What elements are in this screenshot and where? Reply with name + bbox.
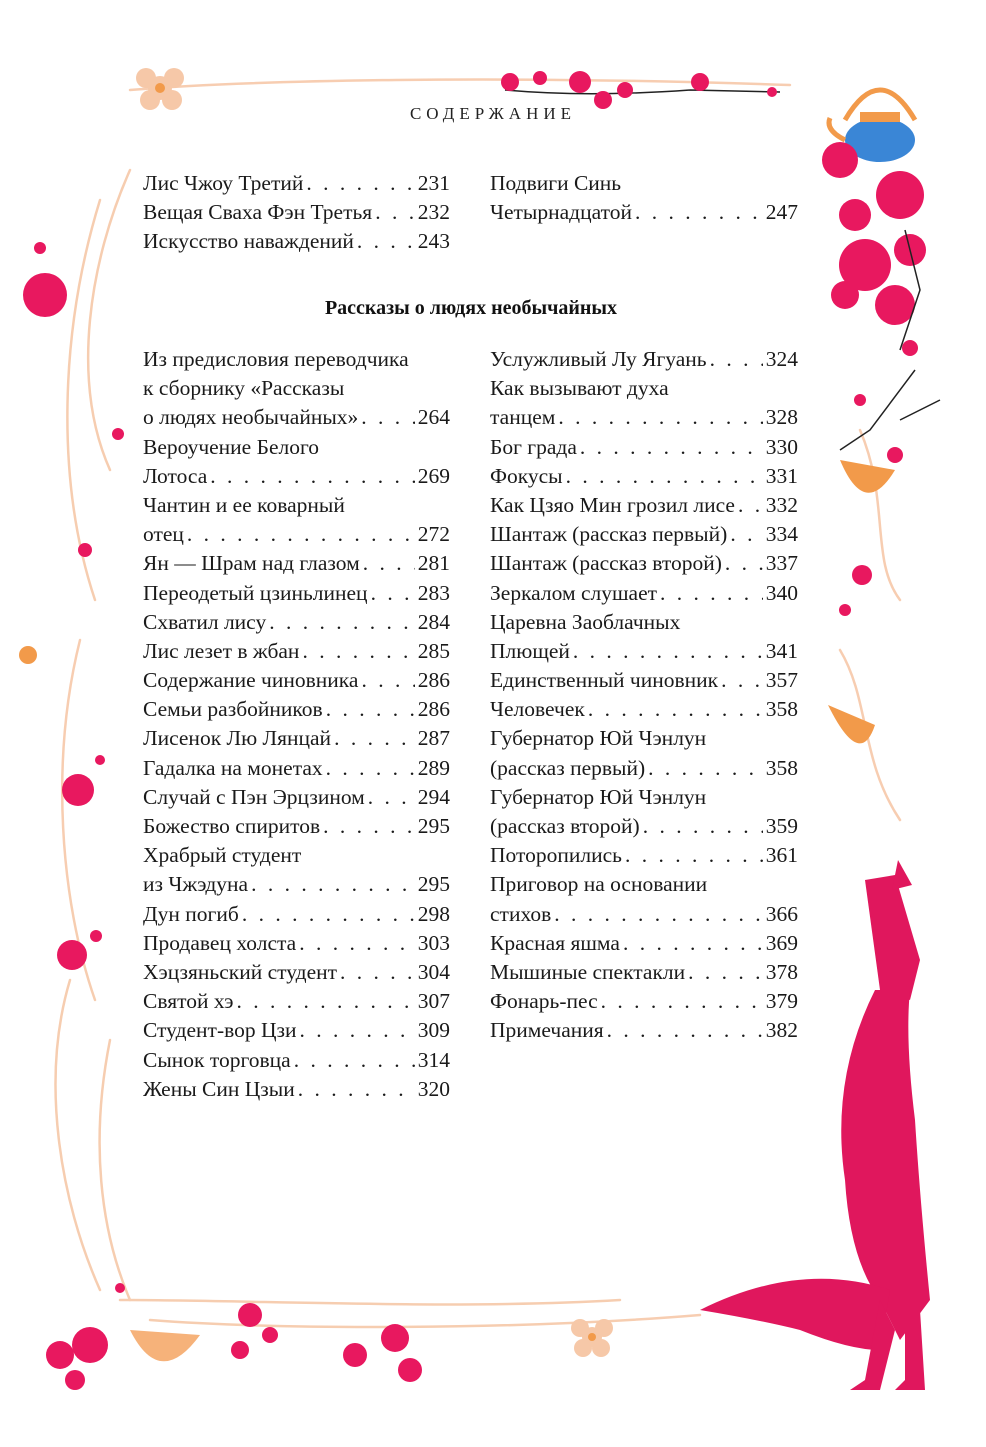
toc-entry bbox=[143, 812, 450, 841]
toc-entry bbox=[490, 345, 798, 374]
toc-leader-dots bbox=[580, 433, 763, 462]
toc-entry-title: Из предисловия переводчика bbox=[143, 347, 409, 371]
toc-entry-page: 379 bbox=[765, 989, 798, 1014]
toc-entry-title: Фокусы bbox=[490, 463, 563, 488]
toc-entry-title: Красная яшма bbox=[490, 930, 620, 955]
toc-entry bbox=[490, 608, 798, 637]
toc-leader-dots bbox=[269, 608, 415, 637]
toc-leader-dots bbox=[300, 1016, 415, 1045]
toc-entry-page: 358 bbox=[765, 697, 798, 722]
toc-entry bbox=[143, 724, 450, 753]
toc-entry bbox=[490, 198, 798, 227]
toc-leader-dots bbox=[371, 579, 415, 608]
toc-entry-title: Гадалка на монетах bbox=[143, 755, 323, 780]
toc-entry bbox=[490, 812, 798, 841]
toc-leader-dots bbox=[294, 1046, 415, 1075]
toc-leader-dots bbox=[375, 198, 415, 227]
toc-leader-dots bbox=[334, 724, 415, 753]
toc-entry bbox=[490, 491, 798, 520]
toc-leader-dots bbox=[361, 666, 414, 695]
toc-entry-title: Лотоса bbox=[143, 463, 208, 488]
toc-top-column-right bbox=[490, 169, 798, 227]
toc-entry-title: Как вызывают духа bbox=[490, 376, 669, 401]
toc-entry-title: Примечания bbox=[490, 1018, 604, 1043]
toc-entry-page: 295 bbox=[417, 872, 450, 897]
toc-entry-title: Плющей bbox=[490, 638, 570, 663]
toc-entry-title: Схватил лису bbox=[143, 609, 267, 634]
toc-leader-dots bbox=[299, 929, 415, 958]
toc-entry-title: Человечек bbox=[490, 697, 585, 722]
toc-entry-page: 287 bbox=[417, 726, 450, 751]
toc-entry bbox=[490, 403, 798, 432]
toc-entry-page: 295 bbox=[417, 814, 450, 838]
toc-entry-page: 328 bbox=[765, 405, 798, 430]
toc-entry-title: Губернатор Юй Чэнлун bbox=[490, 784, 707, 809]
toc-leader-dots bbox=[302, 637, 414, 666]
toc-leader-dots bbox=[566, 462, 763, 491]
toc-entry-title: Шантаж (рассказ второй) bbox=[490, 551, 722, 576]
toc-entry bbox=[143, 520, 450, 549]
toc-entry bbox=[490, 783, 798, 812]
toc-leader-dots bbox=[237, 987, 415, 1016]
toc-entry bbox=[143, 169, 450, 198]
toc-entry-page: 298 bbox=[417, 901, 450, 926]
toc-entry bbox=[143, 345, 450, 374]
toc-entry-title: Продавец холста bbox=[143, 930, 297, 955]
toc-entry bbox=[143, 754, 450, 783]
toc-entry-title: Ян — Шрам над глазом bbox=[143, 551, 360, 576]
toc-leader-dots bbox=[607, 1016, 763, 1045]
toc-entry-page: 320 bbox=[417, 1076, 450, 1101]
toc-entry bbox=[490, 462, 798, 491]
toc-entry bbox=[143, 900, 450, 929]
toc-leader-dots bbox=[635, 198, 763, 227]
toc-entry bbox=[490, 724, 798, 753]
toc-leader-dots bbox=[242, 900, 415, 929]
toc-entry-page: 331 bbox=[765, 463, 798, 488]
toc-entry-title: Лис лезет в жбан bbox=[143, 638, 300, 663]
toc-entry-page: 289 bbox=[417, 755, 450, 780]
toc-leader-dots bbox=[573, 637, 763, 666]
toc-entry-title: Поторопились bbox=[490, 843, 622, 868]
toc-entry-page: 334 bbox=[765, 522, 798, 547]
toc-entry bbox=[143, 1016, 450, 1045]
toc-entry-title: Царевна Заоблачных bbox=[490, 609, 681, 634]
toc-leader-dots bbox=[710, 345, 763, 374]
toc-leader-dots bbox=[643, 812, 763, 841]
toc-entry bbox=[490, 958, 798, 987]
toc-entry-page: 330 bbox=[765, 434, 798, 459]
toc-entry bbox=[143, 433, 450, 462]
toc-entry-page: 284 bbox=[417, 609, 450, 634]
toc-entry bbox=[490, 987, 798, 1016]
toc-leader-dots bbox=[361, 403, 414, 432]
toc-entry-page: 314 bbox=[417, 1047, 450, 1072]
toc-entry bbox=[490, 695, 798, 724]
toc-leader-dots bbox=[648, 754, 763, 783]
toc-entry-title: Приговор на основании bbox=[490, 872, 708, 897]
toc-entry bbox=[143, 491, 450, 520]
toc-leader-dots bbox=[688, 958, 763, 987]
toc-entry-title: Сынок торговца bbox=[143, 1047, 291, 1072]
toc-entry bbox=[490, 433, 798, 462]
toc-entry bbox=[490, 900, 798, 929]
toc-entry bbox=[143, 403, 450, 432]
toc-entry bbox=[143, 198, 450, 227]
toc-entry-page: 324 bbox=[765, 347, 798, 371]
toc-entry bbox=[143, 462, 450, 491]
toc-entry-page: 332 bbox=[765, 492, 798, 517]
toc-entry bbox=[143, 227, 450, 256]
toc-entry-title: (рассказ первый) bbox=[490, 755, 646, 780]
toc-entry bbox=[490, 666, 798, 695]
toc-entry-page: 340 bbox=[765, 580, 798, 605]
toc-entry bbox=[490, 374, 798, 403]
toc-entry-page: 231 bbox=[417, 171, 450, 195]
toc-entry-page: 286 bbox=[417, 668, 450, 693]
toc-entry-title: Вероучение Белого bbox=[143, 434, 319, 459]
toc-leader-dots bbox=[251, 870, 415, 899]
toc-entry bbox=[143, 374, 450, 403]
toc-entry-title: Вещая Сваха Фэн Третья bbox=[143, 200, 373, 225]
section-title: Рассказы о людях необычайных bbox=[324, 297, 618, 319]
toc-entry-page: 366 bbox=[765, 901, 798, 926]
toc-entry-page: 357 bbox=[765, 668, 798, 693]
toc-entry bbox=[143, 549, 450, 578]
toc-entry-title: Чантин и ее коварный bbox=[143, 492, 345, 517]
toc-entry-page: 337 bbox=[765, 551, 798, 576]
toc-entry-title: Четырнадцатой bbox=[490, 200, 632, 225]
toc-entry-page: 281 bbox=[417, 551, 450, 576]
toc-entry bbox=[143, 783, 450, 812]
toc-entry bbox=[490, 579, 798, 608]
toc-entry bbox=[143, 579, 450, 608]
toc-entry-page: 232 bbox=[417, 200, 450, 225]
toc-entry-title: Шантаж (рассказ первый) bbox=[490, 522, 728, 547]
toc-entry-title: Святой хэ bbox=[143, 989, 234, 1014]
toc-entry-title: Дун погиб bbox=[143, 901, 239, 926]
toc-entry-page: 286 bbox=[417, 697, 450, 722]
toc-entry-page: 243 bbox=[417, 229, 450, 254]
toc-entry bbox=[143, 695, 450, 724]
toc-leader-dots bbox=[323, 812, 415, 841]
toc-entry-page: 264 bbox=[417, 405, 450, 430]
toc-leader-dots bbox=[340, 958, 415, 987]
toc-leader-dots bbox=[326, 695, 415, 724]
toc-main-column-right bbox=[490, 345, 798, 1046]
toc-entry-title: Жены Син Цзыи bbox=[143, 1076, 295, 1101]
toc-entry-page: 294 bbox=[417, 784, 450, 809]
toc-entry bbox=[490, 169, 798, 198]
toc-leader-dots bbox=[738, 491, 763, 520]
toc-entry-title: из Чжэдуна bbox=[143, 872, 249, 897]
toc-entry-title: о людях необычайных» bbox=[143, 405, 359, 430]
toc-entry-title: Студент-вор Цзи bbox=[143, 1018, 297, 1043]
toc-main-column-left bbox=[143, 345, 450, 1104]
toc-entry bbox=[143, 841, 450, 870]
toc-entry bbox=[143, 958, 450, 987]
toc-leader-dots bbox=[298, 1075, 415, 1104]
toc-entry-title: стихов bbox=[490, 901, 552, 926]
toc-entry-page: 285 bbox=[417, 638, 450, 663]
toc-entry-page: 382 bbox=[765, 1018, 798, 1043]
toc-entry bbox=[143, 666, 450, 695]
toc-entry-title: Мышиные спектакли bbox=[490, 959, 686, 984]
toc-entry-title: Семьи разбойников bbox=[143, 697, 323, 722]
toc-entry-title: Содержание чиновника bbox=[143, 668, 359, 693]
toc-entry-title: (рассказ второй) bbox=[490, 814, 640, 838]
toc-entry-page: 283 bbox=[417, 580, 450, 605]
toc-entry bbox=[490, 870, 798, 899]
toc-entry-title: Губернатор Юй Чэнлун bbox=[490, 726, 707, 751]
toc-leader-dots bbox=[588, 695, 763, 724]
toc-entry-page: 269 bbox=[417, 463, 450, 488]
toc-entry-page: 304 bbox=[417, 959, 450, 984]
toc-entry-title: Подвиги Синь bbox=[490, 171, 622, 195]
page-header: СОДЕРЖАНИЕ bbox=[409, 104, 577, 123]
toc-leader-dots bbox=[558, 403, 762, 432]
toc-entry-title: Божество спиритов bbox=[143, 814, 321, 838]
toc-entry-page: 307 bbox=[417, 989, 450, 1014]
toc-entry-title: Искусство наваждений bbox=[143, 229, 354, 254]
toc-entry bbox=[490, 754, 798, 783]
toc-leader-dots bbox=[357, 227, 415, 256]
toc-leader-dots bbox=[187, 520, 415, 549]
toc-leader-dots bbox=[725, 549, 763, 578]
toc-entry-title: Случай с Пэн Эрцзином bbox=[143, 784, 365, 809]
toc-entry bbox=[490, 549, 798, 578]
toc-entry-title: Храбрый студент bbox=[143, 843, 302, 868]
toc-entry bbox=[143, 870, 450, 899]
toc-leader-dots bbox=[625, 841, 763, 870]
toc-entry-title: Как Цзяо Мин грозил лисе bbox=[490, 492, 735, 517]
toc-entry-title: Фонарь-пес bbox=[490, 989, 598, 1014]
toc-entry-page: 358 bbox=[765, 755, 798, 780]
toc-entry bbox=[490, 841, 798, 870]
toc-entry-title: Хэцзяньский студент bbox=[143, 959, 338, 984]
toc-entry-page: 272 bbox=[417, 522, 450, 547]
toc-leader-dots bbox=[210, 462, 414, 491]
toc-entry-page: 378 bbox=[765, 959, 798, 984]
toc-entry bbox=[490, 1016, 798, 1045]
toc-entry-title: Переодетый цзиньлинец bbox=[143, 580, 368, 605]
toc-leader-dots bbox=[730, 520, 762, 549]
toc-entry bbox=[490, 929, 798, 958]
toc-entry-title: Единственный чиновник bbox=[490, 668, 719, 693]
toc-entry-title: танцем bbox=[490, 405, 556, 430]
toc-entry bbox=[143, 929, 450, 958]
toc-entry-page: 303 bbox=[417, 930, 450, 955]
toc-leader-dots bbox=[554, 900, 762, 929]
toc-entry bbox=[490, 637, 798, 666]
toc-leader-dots bbox=[721, 666, 763, 695]
toc-leader-dots bbox=[623, 929, 763, 958]
toc-entry bbox=[143, 1075, 450, 1104]
toc-entry-title: Зеркалом слушает bbox=[490, 580, 658, 605]
toc-entry-page: 309 bbox=[417, 1018, 450, 1043]
toc-entry-title: Лис Чжоу Третий bbox=[143, 171, 304, 195]
toc-entry bbox=[490, 520, 798, 549]
toc-entry bbox=[143, 987, 450, 1016]
toc-entry-page: 247 bbox=[765, 200, 798, 225]
toc-entry-title: Услужливый Лу Ягуань bbox=[490, 347, 707, 371]
toc-entry-page: 369 bbox=[765, 930, 798, 955]
toc-leader-dots bbox=[363, 549, 415, 578]
toc-leader-dots bbox=[326, 754, 415, 783]
toc-leader-dots bbox=[660, 579, 763, 608]
toc-entry-page: 341 bbox=[765, 638, 798, 663]
toc-entry bbox=[143, 608, 450, 637]
toc-entry bbox=[143, 637, 450, 666]
toc-entry-title: отец bbox=[143, 522, 184, 547]
toc-entry-title: Лисенок Лю Лянцай bbox=[143, 726, 332, 751]
toc-leader-dots bbox=[306, 169, 414, 198]
toc-leader-dots bbox=[601, 987, 763, 1016]
toc-top-column-left bbox=[143, 169, 450, 257]
toc-entry-title: Бог града bbox=[490, 434, 577, 459]
toc-entry-page: 361 bbox=[765, 843, 798, 868]
toc-entry bbox=[143, 1046, 450, 1075]
toc-entry-page: 359 bbox=[765, 814, 798, 838]
toc-entry-title: к сборнику «Рассказы bbox=[143, 376, 345, 401]
toc-leader-dots bbox=[368, 783, 415, 812]
